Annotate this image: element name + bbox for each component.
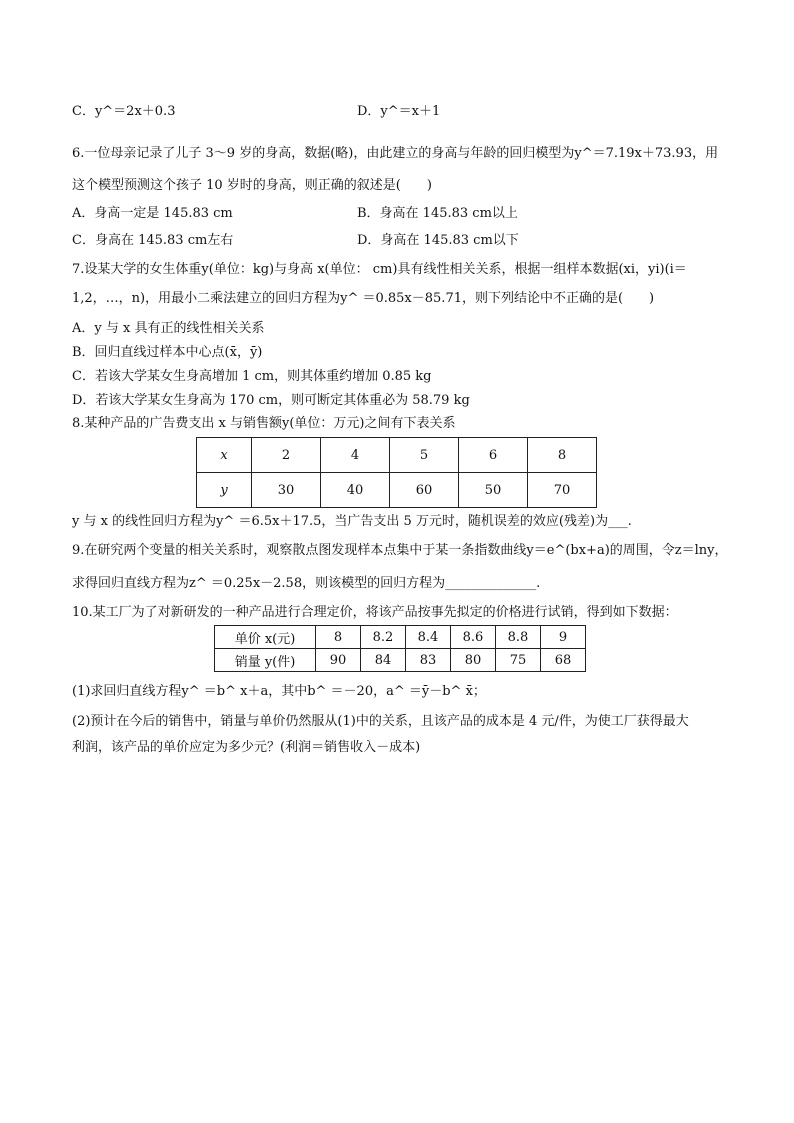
table-cell: 8.4 (406, 626, 451, 649)
q6-option-b: B．身高在 145.83 cm以上 (357, 206, 518, 221)
table-cell: 60 (390, 473, 459, 508)
q10-part1: (1)求回归直线方程y^ ＝b^ x＋a，其中b^ ＝－20，a^ ＝ȳ－b^ x̄； (72, 684, 486, 699)
q6-stem-line1: 6.一位母亲记录了儿子 3～9 岁的身高，数据(略)，由此建立的身高与年龄的回归模型为y^＝7.19x＋73.93，用 (72, 146, 719, 161)
table-header-cell: 销量 y(件) (215, 649, 316, 672)
q10-data-table (214, 625, 586, 672)
table-cell: 70 (528, 473, 597, 508)
q8-stem-line2: y 与 x 的线性回归方程为y^ ＝6.5x＋17.5，当广告支出 5 万元时，随机误差的效应(残差)为___. (72, 514, 632, 529)
table-cell: 80 (451, 649, 496, 672)
q6-stem-line2: 这个模型预测这个孩子 10 岁时的身高，则正确的叙述是( ) (72, 178, 432, 193)
table-cell: 68 (541, 649, 586, 672)
table-row (197, 438, 597, 473)
table-cell: 90 (316, 649, 361, 672)
q7-option-c: C．若该大学某女生身高增加 1 cm，则其体重约增加 0.85 kg (72, 369, 432, 384)
q7-option-d: D．若该大学某女生身高为 170 cm，则可断定其体重必为 58.79 kg (72, 393, 470, 408)
table-cell: 83 (406, 649, 451, 672)
table-header-cell: x (197, 438, 252, 473)
q7-option-b: B．回归直线过样本中心点(x̄，ȳ) (72, 345, 263, 360)
table-cell: 8.2 (361, 626, 406, 649)
table-cell: 9 (541, 626, 586, 649)
q6-option-d: D．身高在 145.83 cm以下 (357, 233, 519, 248)
table-row (215, 649, 586, 672)
table-cell: 6 (459, 438, 528, 473)
q10-part2-line1: (2)预计在今后的销售中，销量与单价仍然服从(1)中的关系，且该产品的成本是 4 元/件，为使工厂获得最大 (72, 714, 689, 729)
q8-data-table (196, 437, 597, 508)
table-cell: 2 (252, 438, 321, 473)
q5-option-d: D．y^＝x＋1 (357, 104, 441, 119)
q6-option-c: C．身高在 145.83 cm左右 (72, 233, 234, 248)
table-cell: 5 (390, 438, 459, 473)
table-cell: 8 (528, 438, 597, 473)
q5-option-c: C．y^＝2x＋0.3 (72, 104, 176, 119)
q7-stem-line2: 1,2，…，n)，用最小二乘法建立的回归方程为y^ ＝0.85x－85.71，则下列结论中不正确的是( ) (72, 291, 655, 306)
table-cell: 40 (321, 473, 390, 508)
q9-stem-line1: 9.在研究两个变量的相关关系时，观察散点图发现样本点集中于某一条指数曲线y＝e^(bx+a)的周围，令z＝lny， (72, 543, 728, 558)
table-header-cell: y (197, 473, 252, 508)
table-cell: 8.6 (451, 626, 496, 649)
table-row (215, 626, 586, 649)
q7-stem-line1: 7.设某大学的女生体重y(单位：kg)与身高 x(单位： cm)具有线性相关关系，根据一组样本数据(xi，yi)(i＝ (72, 262, 687, 277)
q9-stem-line2: 求得回归直线方程为z^ ＝0.25x－2.58，则该模型的回归方程为______________. (72, 576, 541, 591)
table-cell: 8.8 (496, 626, 541, 649)
table-cell: 75 (496, 649, 541, 672)
q7-option-a: A．y 与 x 具有正的线性相关关系 (72, 321, 265, 336)
q8-stem-line1: 8.某种产品的广告费支出 x 与销售额y(单位：万元)之间有下表关系 (72, 416, 456, 431)
q6-option-a: A．身高一定是 145.83 cm (72, 206, 233, 221)
table-cell: 50 (459, 473, 528, 508)
q10-stem-line1: 10.某工厂为了对新研发的一种产品进行合理定价，将该产品按事先拟定的价格进行试销，得到如下数据： (72, 605, 678, 620)
table-cell: 8 (316, 626, 361, 649)
q10-part2-line2: 利润，该产品的单价应定为多少元？(利润＝销售收入－成本) (72, 740, 421, 755)
table-cell: 84 (361, 649, 406, 672)
table-cell: 4 (321, 438, 390, 473)
table-row (197, 473, 597, 508)
table-cell: 30 (252, 473, 321, 508)
table-header-cell: 单价 x(元) (215, 626, 316, 649)
